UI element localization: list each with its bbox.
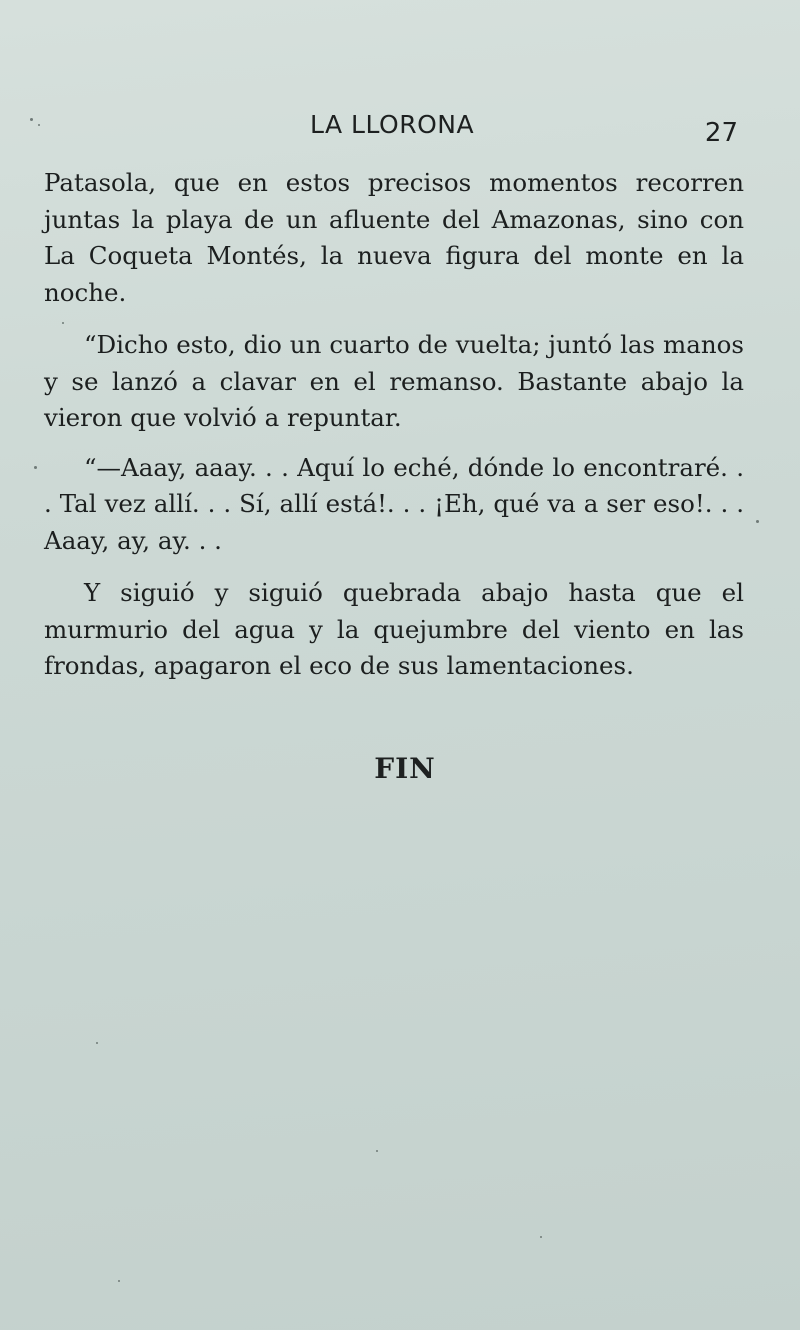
paper-speck: [30, 118, 33, 121]
end-mark: [0, 752, 800, 785]
page-number: 27: [704, 118, 738, 148]
paper-speck: [96, 1042, 98, 1044]
end-mark-text: FIN: [374, 752, 436, 785]
paper-speck: [34, 466, 37, 469]
chapter-title: LA LLORONA: [310, 110, 475, 139]
body-text: [44, 165, 744, 685]
paper-speck: [376, 1150, 378, 1152]
paper-speck: [38, 124, 40, 126]
paper-speck: [118, 1280, 120, 1282]
paper-speck: [540, 1236, 542, 1238]
paragraph: Y siguió y siguió quebrada abajo hasta que el murmurio del agua y la quejumbre del viento en las frondas, apagaron el eco de sus lamentaciones.: [44, 578, 744, 680]
running-header: [48, 108, 748, 148]
paragraph-dialogue: “—Aaay, aaay. . . Aquí lo eché, dónde lo encontraré. . . Tal vez allí. . . Sí, allí está!. . . ¡Eh, qué va a ser eso!. . . Aaay, ay, ay. . .: [44, 452, 744, 555]
paragraph-continuation: Patasola, que en estos precisos momentos recorren juntas la playa de un afluente del Amazonas, sino con La Coqueta Montés, la nueva figura del monte en la noche.: [44, 168, 744, 307]
paper-speck: [756, 520, 759, 523]
paragraph: “Dicho esto, dio un cuarto de vuelta; juntó las manos y se lanzó a clavar en el remanso. Bastante abajo la vieron que volvió a repuntar.: [44, 330, 744, 432]
paper-speck: [62, 322, 64, 324]
